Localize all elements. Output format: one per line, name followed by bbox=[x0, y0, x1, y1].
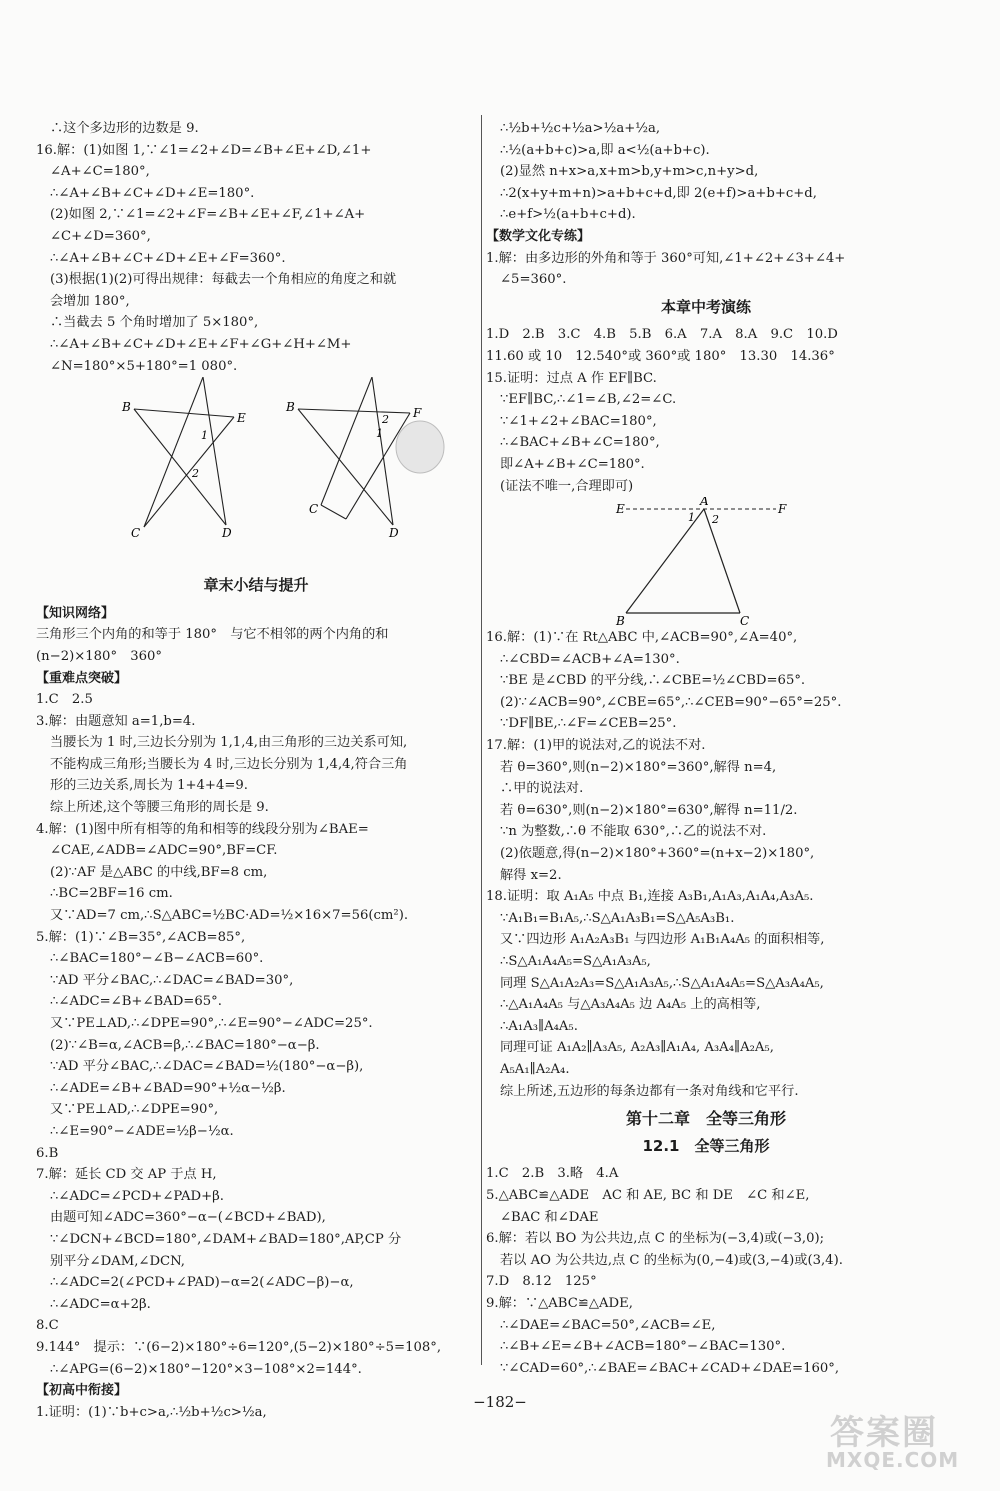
text-line: 三角形三个内角的和等于 180° 与它不相邻的两个内角的和 bbox=[36, 627, 389, 643]
right-mid-lines bbox=[486, 324, 926, 497]
text-line: (2)如图 2,∵∠1=∠2+∠F=∠B+∠E+∠F,∠1+∠A+ bbox=[50, 207, 366, 223]
text-line: ∵A₁B₁=B₁A₅,∴S△A₁A₃B₁=S△A₅A₃B₁. bbox=[500, 910, 735, 926]
chapter-title: 第十二章 全等三角形 bbox=[625, 1109, 786, 1129]
text-line: ∠CAE,∠ADB=∠ADC=90°,BF=CF. bbox=[50, 843, 278, 859]
text-line: (n−2)×180° 360° bbox=[36, 648, 162, 664]
text-line: ∴∠ADC=α+2β. bbox=[50, 1296, 151, 1312]
text-line: (2)显然 n+x>a,x+m>b,y+m>c,n+y>d, bbox=[500, 164, 759, 180]
watermark-bottom: MXQE.COM bbox=[826, 1448, 960, 1472]
text-line: 当腰长为 1 时,三边长分别为 1,1,4,由三角形的三边关系可知, bbox=[50, 735, 408, 751]
text-line: ∴∠ADE=∠B+∠BAD=90°+½α−½β. bbox=[50, 1080, 286, 1096]
text-line: 若以 AO 为公共边,点 C 的坐标为(0,−4)或(3,−4)或(3,4). bbox=[500, 1252, 843, 1268]
text-line: ∴∠ADC=∠PCD+∠PAD+β. bbox=[50, 1188, 224, 1204]
text-line: 又∵AD=7 cm,∴S△ABC=½BC·AD=½×16×7=56(cm²). bbox=[50, 908, 409, 924]
text-line: 若 θ=360°,则(n−2)×180°=360°,解得 n=4, bbox=[500, 759, 777, 775]
text-line: ∠C+∠D=360°, bbox=[50, 228, 151, 244]
text-line: 4.解：(1)图中所有相等的角和相等的线段分别为∠BAE= bbox=[36, 821, 369, 837]
text-line: ∴2(x+y+m+n)>a+b+c+d,即 2(e+f)>a+b+c+d, bbox=[500, 185, 817, 201]
text-line: ∴S△A₁A₄A₅=S△A₁A₃A₅, bbox=[500, 954, 651, 969]
text-line: ∵∠1+∠2+∠BAC=180°, bbox=[500, 413, 657, 429]
text-line: (2)依题意,得(n−2)×180°+360°=(n+x−2)×180°, bbox=[500, 846, 815, 862]
text-line: 18.证明：取 A₁A₅ 中点 B₁,连接 A₃B₁,A₁A₃,A₁A₄,A₃A₅. bbox=[486, 889, 814, 905]
fig2-label-c: C bbox=[309, 502, 319, 517]
text-line: 形的三边关系,周长为 1+4+4=9. bbox=[50, 778, 248, 794]
text-line: 11.60 或 10 12.540°或 360°或 180° 13.30 14.36° bbox=[486, 348, 835, 364]
text-line: 5.解：(1)∵∠B=35°,∠ACB=85°, bbox=[36, 929, 246, 945]
text-line: 5.△ABC≌△ADE AC 和 AE, BC 和 DE ∠C 和∠E, bbox=[486, 1187, 810, 1203]
fig2-label-2: 2 bbox=[382, 413, 389, 427]
text-line: 【初高中衔接】 bbox=[36, 1383, 128, 1399]
text-line: ∠A+∠C=180°, bbox=[50, 164, 150, 180]
figure-1 bbox=[134, 377, 234, 527]
text-line: 9.144° 提示：∵(6−2)×180°÷6=120°,(5−2)×180°÷5=108°, bbox=[36, 1339, 442, 1355]
text-line: 1.解：由多边形的外角和等于 360°可知,∠1+∠2+∠3+∠4+ bbox=[486, 250, 846, 266]
text-line: 若 θ=630°,则(n−2)×180°=630°,解得 n=11/2. bbox=[500, 802, 798, 818]
text-line: ∵AD 平分∠BAC,∴∠DAC=∠BAD=½(180°−α−β), bbox=[50, 1059, 364, 1075]
tri-label-c: C bbox=[740, 614, 750, 628]
text-line: 17.解：(1)甲的说法对,乙的说法不对. bbox=[486, 738, 706, 754]
triangle-svg bbox=[486, 497, 926, 627]
text-line: ∵AD 平分∠BAC,∴∠DAC=∠BAD=30°, bbox=[50, 972, 294, 988]
watermark-url bbox=[826, 1448, 959, 1472]
stamp-mark bbox=[396, 421, 444, 473]
text-line: ∴½(a+b+c)>a,即 a<½(a+b+c). bbox=[500, 142, 710, 158]
watermark-logo bbox=[830, 1405, 938, 1454]
tri-label-b: B bbox=[616, 614, 625, 628]
text-line: ∴∠A+∠B+∠C+∠D+∠E+∠F+∠G+∠H+∠M+ bbox=[50, 336, 352, 352]
text-line: 不能构成三角形;当腰长为 4 时,三边长分别为 1,4,4,符合三角 bbox=[50, 756, 408, 772]
fig1-label-c: C bbox=[131, 526, 141, 541]
watermark-top: 答案圈 bbox=[830, 1413, 938, 1453]
text-line: 15.证明：过点 A 作 EF∥BC. bbox=[486, 370, 657, 386]
figures-16 bbox=[36, 377, 476, 547]
tri-label-a: A bbox=[700, 497, 709, 509]
fig2-label-b: B bbox=[286, 400, 295, 415]
text-line: 由题可知∠ADC=360°−α−(∠BCD+∠BAD), bbox=[50, 1210, 326, 1226]
left-column bbox=[36, 118, 476, 1423]
figures-svg bbox=[36, 377, 476, 547]
text-line: 又∵PE⊥AD,∴∠DPE=90°, bbox=[50, 1102, 219, 1118]
text-line: ∴∠BAC=180°−∠B−∠ACB=60°. bbox=[50, 951, 264, 967]
text-line: ∵BE 是∠CBD 的平分线,∴∠CBE=½∠CBD=65°. bbox=[500, 673, 806, 689]
fig1-label-b: B bbox=[122, 400, 131, 415]
section-title-summary: 章末小结与提升 bbox=[203, 576, 309, 595]
text-line: 1.C 2.B 3.略 4.A bbox=[486, 1166, 619, 1182]
text-line: 【知识网络】 bbox=[36, 605, 115, 621]
text-line: 3.解：由题意知 a=1,b=4. bbox=[36, 713, 196, 729]
text-line: ∠BAC 和∠DAE bbox=[500, 1209, 599, 1225]
text-line: ∴甲的说法对. bbox=[500, 781, 584, 797]
column-divider bbox=[481, 115, 482, 1365]
text-line: 6.B bbox=[36, 1145, 59, 1161]
text-line: ∴∠APG=(6−2)×180°−120°×3−108°×2=144°. bbox=[50, 1361, 362, 1377]
fig1-label-e: E bbox=[237, 411, 246, 426]
fig2-label-1: 1 bbox=[376, 427, 383, 441]
text-line: (3)根据(1)(2)可得出规律：每截去一个角相应的角度之和就 bbox=[50, 272, 397, 288]
text-line: 综上所述,五边形的每条边都有一条对角线和它平行. bbox=[500, 1083, 799, 1099]
text-line: ∴BC=2BF=16 cm. bbox=[50, 886, 173, 902]
text-line: ∴∠ADC=∠B+∠BAD=65°. bbox=[50, 994, 222, 1010]
text-line: ∴∠A+∠B+∠C+∠D+∠E=180°. bbox=[50, 185, 255, 201]
text-line: 6.解：若以 BO 为公共边,点 C 的坐标为(−3,4)或(−3,0); bbox=[486, 1231, 825, 1247]
text-line: 即∠A+∠B+∠C=180°. bbox=[500, 456, 645, 472]
text-line: ∴当截去 5 个角时增加了 5×180°, bbox=[50, 315, 259, 331]
text-line: 1.C 2.5 bbox=[36, 692, 93, 708]
text-line: ∴∠CBD=∠ACB+∠A=130°. bbox=[500, 651, 680, 667]
text-line: 又∵PE⊥AD,∴∠DPE=90°,∴∠E=90°−∠ADC=25°. bbox=[50, 1016, 373, 1031]
fig1-label-2: 2 bbox=[192, 467, 199, 481]
fig2-label-f: F bbox=[413, 406, 422, 421]
tri-label-2: 2 bbox=[712, 513, 719, 527]
right-column bbox=[486, 118, 926, 1379]
tri-label-e: E bbox=[616, 502, 625, 517]
text-line: 【数学文化专练】 bbox=[486, 228, 591, 244]
tri-label-f: F bbox=[778, 502, 787, 517]
left-top-lines bbox=[36, 118, 476, 377]
section-title-exam: 本章中考演练 bbox=[660, 297, 751, 316]
text-line: (2)∵∠B=α,∠ACB=β,∴∠BAC=180°−α−β. bbox=[50, 1037, 320, 1053]
text-line: 综上所述,这个等腰三角形的周长是 9. bbox=[50, 800, 269, 816]
text-line: ∴这个多边形的边数是 9. bbox=[50, 121, 199, 136]
text-line: (2)∵∠ACB=90°,∠CBE=65°,∴∠CEB=90°−65°=25°. bbox=[500, 694, 842, 710]
text-line: 1.D 2.B 3.C 4.B 5.B 6.A 7.A 8.A 9.C 10.D bbox=[486, 327, 838, 343]
fig2-label-a bbox=[368, 377, 378, 378]
text-line: ∠5=360°. bbox=[500, 272, 567, 288]
right-bottom-lines bbox=[486, 627, 926, 1102]
text-line: 7.D 8.12 125° bbox=[486, 1274, 597, 1290]
text-line: 7.解：延长 CD 交 AP 于点 H, bbox=[36, 1167, 217, 1183]
right-end-lines bbox=[486, 1163, 926, 1379]
text-line: ∴e+f>½(a+b+c+d). bbox=[500, 207, 636, 223]
text-line: 1.证明：(1)∵b+c>a,∴½b+½c>½a, bbox=[36, 1404, 267, 1420]
text-line: ∠N=180°×5+180°=1 080°. bbox=[50, 358, 238, 374]
text-line: ∴∠BAC+∠B+∠C=180°, bbox=[500, 435, 660, 451]
text-line: ∵EF∥BC,∴∠1=∠B,∠2=∠C. bbox=[500, 392, 677, 408]
triangle bbox=[626, 509, 740, 613]
text-line: 同理可证 A₁A₂∥A₃A₅, A₂A₃∥A₁A₄, A₃A₄∥A₂A₅, bbox=[500, 1040, 774, 1056]
text-line: 【重难点突破】 bbox=[36, 670, 128, 686]
text-line: 解得 x=2. bbox=[500, 867, 562, 883]
text-line: ∴∠E=90°−∠ADE=½β−½α. bbox=[50, 1123, 234, 1139]
text-line: ∴∠ADC=2(∠PCD+∠PAD)−α=2(∠ADC−β)−α, bbox=[50, 1275, 354, 1291]
text-line: 别平分∠DAM,∠DCN, bbox=[50, 1253, 186, 1269]
text-line: ∴∠A+∠B+∠C+∠D+∠E+∠F=360°. bbox=[50, 250, 286, 266]
text-line: (2)∵AF 是△ABC 的中线,BF=8 cm, bbox=[50, 864, 268, 880]
text-line: 9.解：∵△ABC≌△ADE, bbox=[486, 1295, 633, 1311]
right-top-lines bbox=[486, 118, 926, 291]
text-line: 8.C bbox=[36, 1318, 59, 1334]
text-line: 会增加 180°, bbox=[50, 293, 130, 309]
fig1-label-a bbox=[200, 377, 210, 378]
text-line: ∴△A₁A₄A₅ 与△A₃A₄A₅ 边 A₄A₅ 上的高相等, bbox=[500, 997, 761, 1013]
left-bottom-lines bbox=[36, 603, 476, 1424]
text-line: ∴½b+½c+½a>½a+½a, bbox=[500, 121, 661, 136]
text-line: ∴A₁A₃∥A₄A₅. bbox=[500, 1018, 578, 1034]
text-line: ∵DF∥BE,∴∠F=∠CEB=25°. bbox=[500, 716, 677, 732]
text-line: 又∵四边形 A₁A₂A₃B₁ 与四边形 A₁B₁A₄A₅ 的面积相等, bbox=[500, 932, 825, 948]
text-line: 同理 S△A₁A₂A₃=S△A₁A₃A₅,∴S△A₁A₄A₅=S△A₃A₄A₅, bbox=[500, 975, 824, 991]
figure-15 bbox=[486, 497, 926, 627]
text-line: 16.解：(1)如图 1,∵∠1=∠2+∠D=∠B+∠E+∠D,∠1+ bbox=[36, 142, 372, 158]
text-line: ∵n 为整数,∴θ 不能取 630°,∴乙的说法不对. bbox=[500, 824, 767, 840]
fig2-label-d: D bbox=[389, 526, 399, 541]
text-line: ∵∠DCN+∠BCD=180°,∠DAM+∠BAD=180°,AP,CP 分 bbox=[50, 1231, 402, 1247]
page-number: −182− bbox=[473, 1393, 527, 1411]
subsection-title: 12.1 全等三角形 bbox=[642, 1136, 770, 1155]
text-line: ∴∠DAE=∠BAC=50°,∠ACB=∠E, bbox=[500, 1317, 716, 1333]
tri-label-1: 1 bbox=[688, 511, 695, 525]
text-line: A₅A₁∥A₂A₄. bbox=[500, 1061, 570, 1077]
fig1-label-1: 1 bbox=[201, 429, 208, 443]
text-line: (证法不唯一,合理即可) bbox=[500, 478, 634, 494]
text-line: 16.解：(1)∵在 Rt△ABC 中,∠ACB=90°,∠A=40°, bbox=[486, 630, 798, 646]
fig1-label-d: D bbox=[222, 526, 232, 541]
text-line: ∴∠B+∠E=∠B+∠ACB=180°−∠BAC=130°. bbox=[500, 1339, 786, 1355]
text-line: ∵∠CAD=60°,∴∠BAE=∠BAC+∠CAD+∠DAE=160°, bbox=[500, 1360, 840, 1376]
